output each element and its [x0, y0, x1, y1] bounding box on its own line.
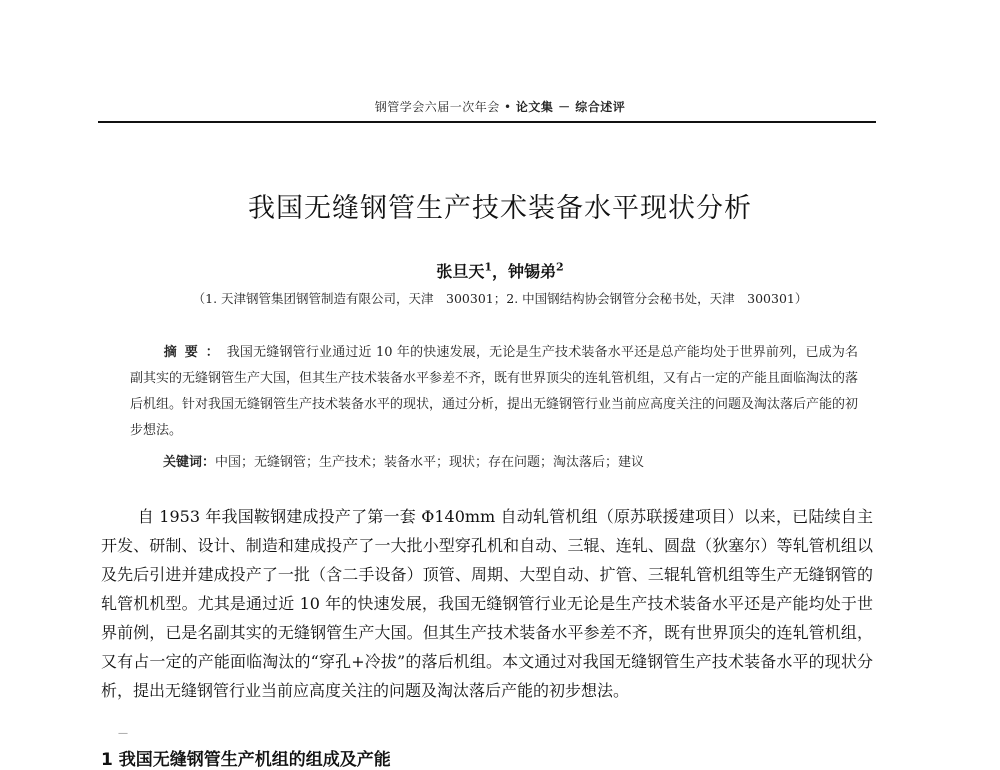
author-line: [0, 259, 1000, 282]
author-affiliation-mark: 1: [484, 260, 492, 274]
keywords-text: 中国；无缝钢管；生产技术；装备水平；现状；存在问题；淘汰落后；建议: [215, 455, 645, 470]
author-separator: ，: [491, 262, 508, 281]
section-heading: 1 我国无缝钢管生产机组的组成及产能: [101, 750, 391, 770]
abstract-label: 摘要：: [163, 345, 227, 360]
running-header-section: 论文集 － 综合述评: [515, 100, 626, 114]
keywords-label: 关键词：: [163, 455, 216, 470]
affiliation: （1. 天津钢管集团钢管制造有限公司，天津 300301；2. 中国钢结构协会钢管分会秘书处，天津 300301）: [192, 291, 808, 306]
header-rule: [98, 121, 876, 123]
body-paragraph: 自 1953 年我国鞍钢建成投产了第一套 Φ140mm 自动轧管机组（原苏联援建项目）以来，已陆续自主开发、研制、设计、制造和建成投产了一大批小型穿孔机和自动、三辊、连轧、圆盘（狄塞尔）等轧管机组以及先后引进并建成投产了一批（含二手设备）顶管、周期、大型自动、扩管、三辊轧管机组等生产无缝钢管的轧管机机型。尤其是通过近 10 年的快速发展，我国无缝钢管行业无论是生产技术装备水平还是产能均处于世界前例，已是名副其实的无缝钢管生产大国。但其生产技术装备水平参差不齐，既有世界顶尖的连轧管机组，又有占一定的产能面临淘汰的“穿孔+冷拔”的落后机组。本文通过对我国无缝钢管生产技术装备水平的现状分析，提出无缝钢管行业当前应高度关注的问题及淘汰落后产能的初步想法。: [101, 507, 873, 700]
running-header: [0, 98, 1000, 115]
running-header-conference: 钢管学会六届一次年会 •: [374, 100, 516, 114]
author-affiliation-mark: 2: [556, 260, 564, 274]
abstract-text: 我国无缝钢管行业通过近 10 年的快速发展，无论是生产技术装备水平还是总产能均处于世界前列，已成为名副其实的无缝钢管生产大国，但其生产技术装备水平参差不齐，既有世界顶尖的连轧管机组，又有占一定的产能且面临淘汰的落后机组。针对我国无缝钢管生产技术装备水平的现状，通过分析，提出无缝钢管行业当前应高度关注的问题及淘汰落后产能的初步想法。: [130, 345, 859, 438]
author-name: 钟锡弟: [508, 262, 557, 281]
abstract: [130, 340, 858, 444]
paper-title: 我国无缝钢管生产技术装备水平现状分析: [248, 193, 752, 224]
author-name: 张旦天: [436, 262, 485, 281]
keywords: [163, 451, 863, 470]
scan-mark: —: [118, 728, 128, 739]
